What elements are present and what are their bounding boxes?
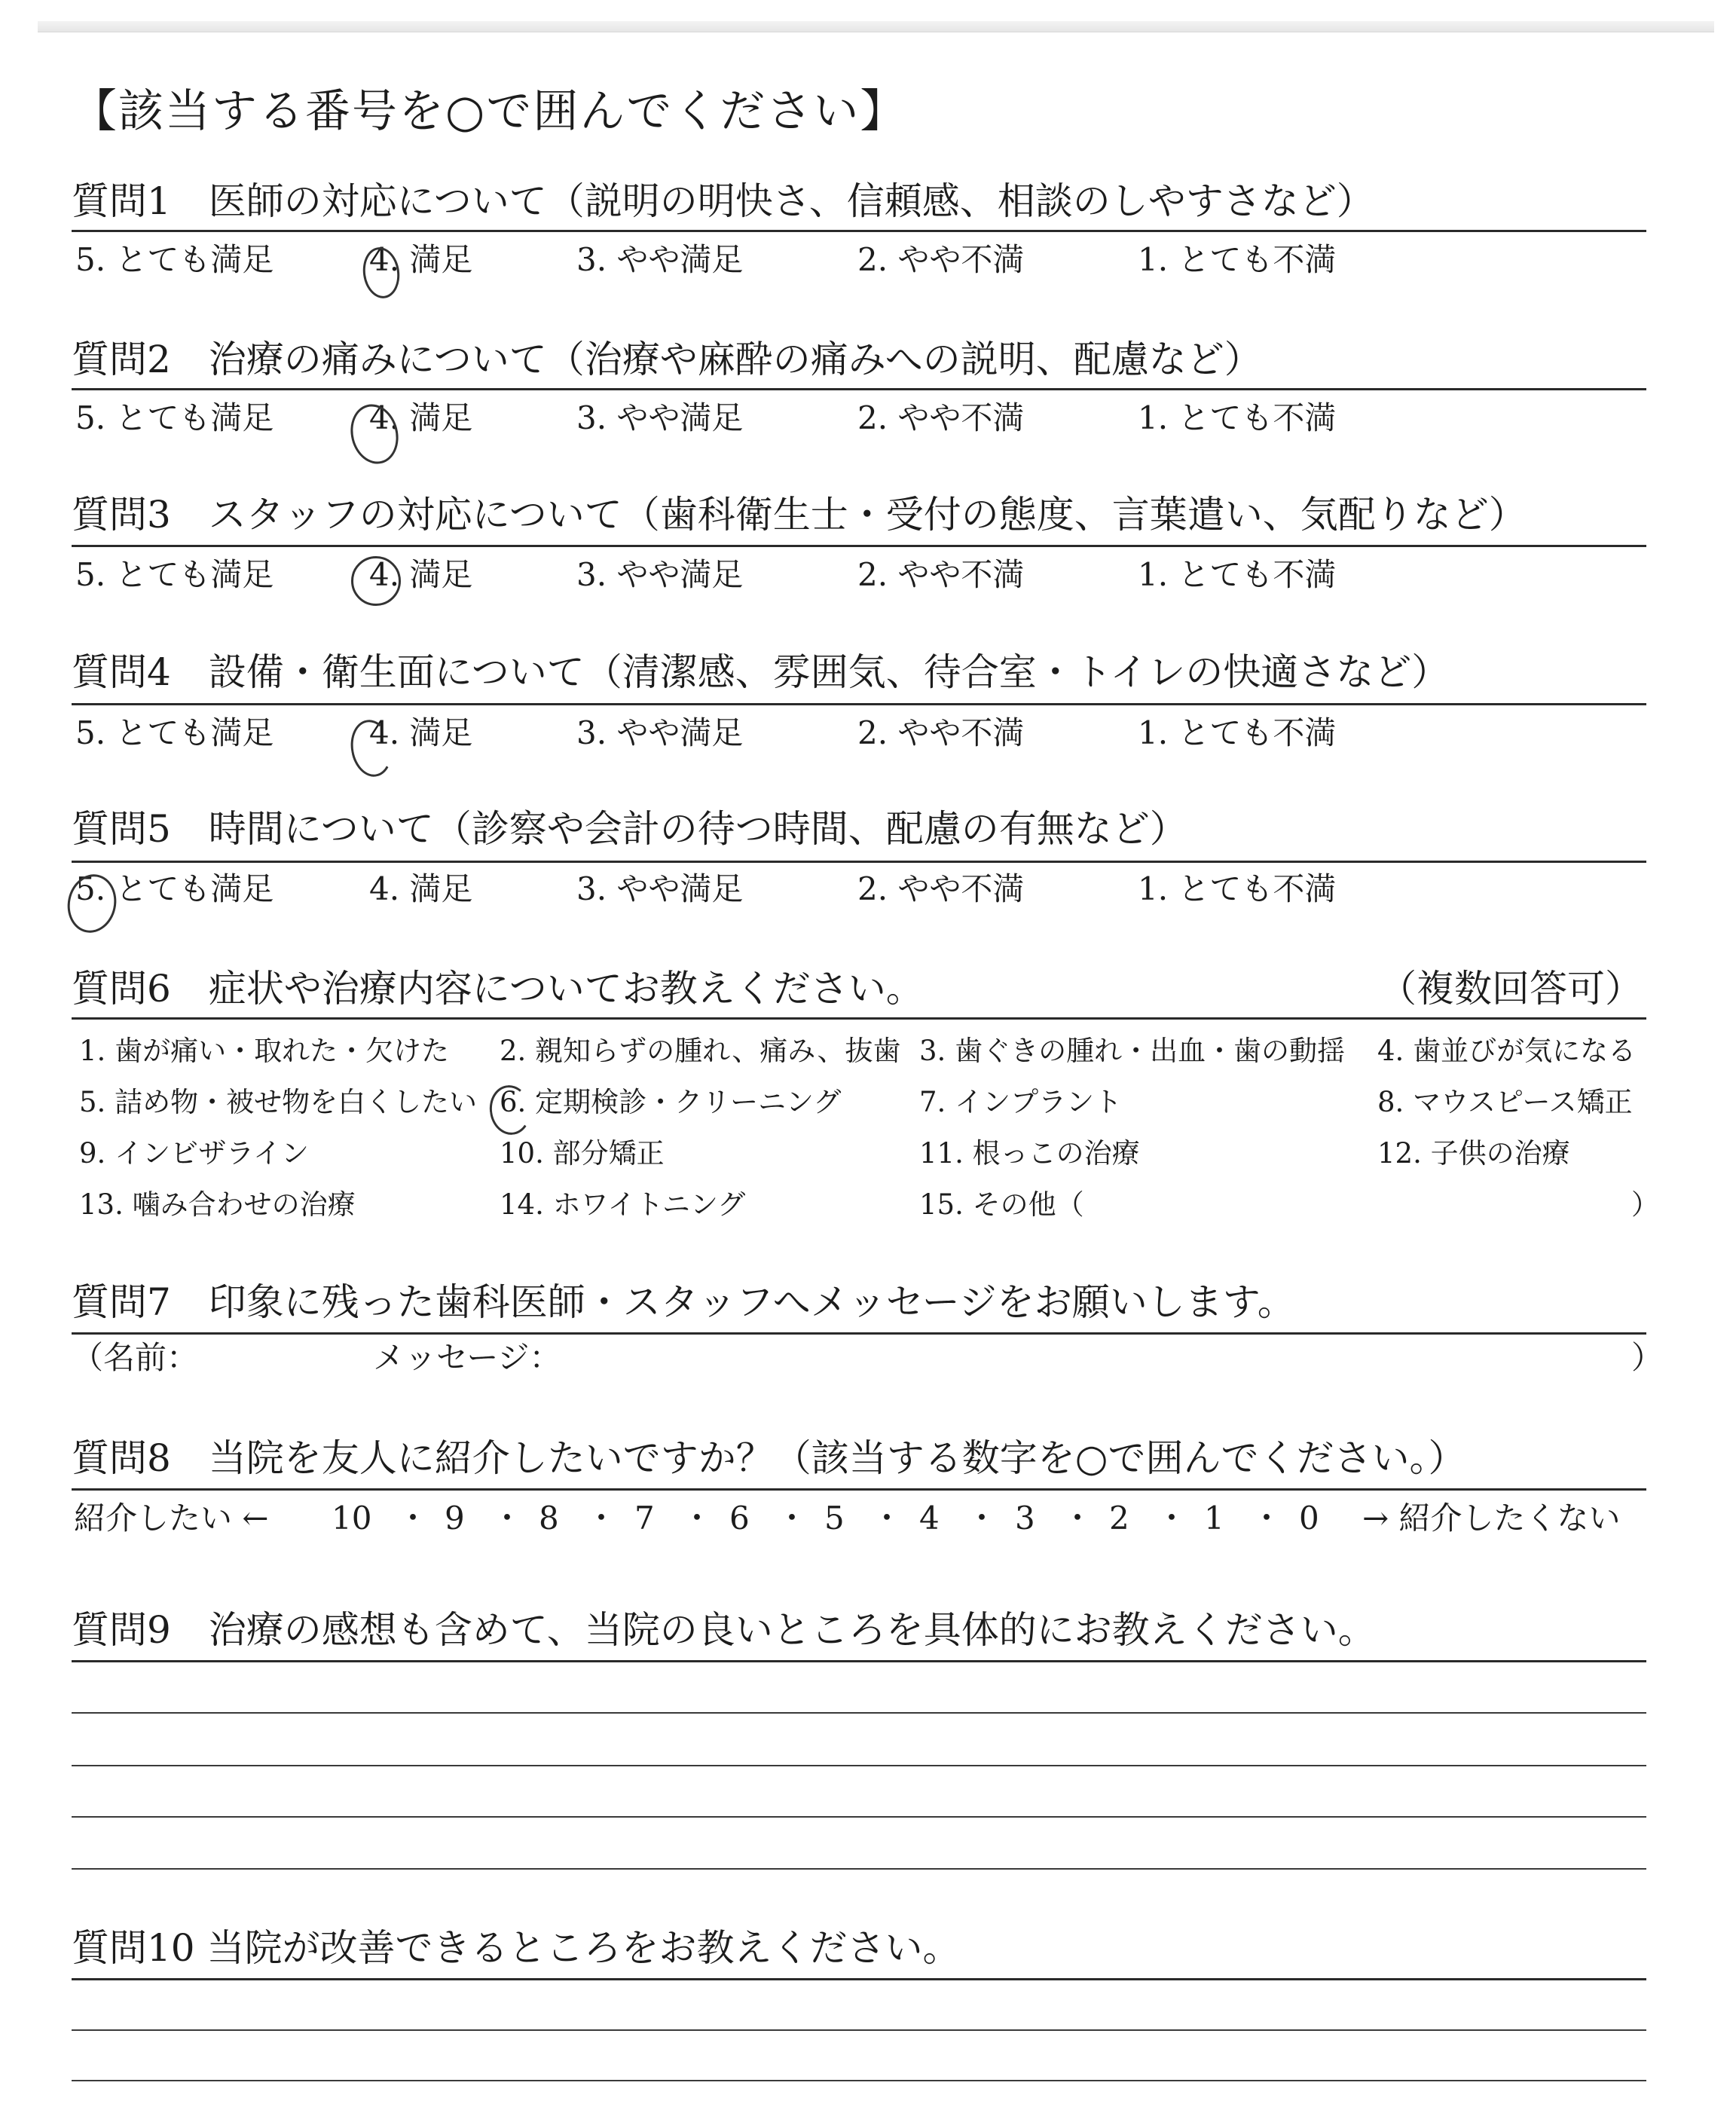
q6-option-13[interactable]: 13. 噛み合わせの治療 bbox=[79, 1188, 356, 1221]
q8-scale-3[interactable]: 3 bbox=[1015, 1500, 1035, 1537]
q8-separator: ・ bbox=[1251, 1500, 1283, 1537]
question-6-multiple-note: （複数回答可） bbox=[1379, 967, 1643, 1011]
q9-answer-line[interactable] bbox=[72, 1712, 1646, 1714]
q1-option-5[interactable]: 5. とても満足 bbox=[75, 241, 274, 278]
q9-answer-line[interactable] bbox=[72, 1765, 1646, 1766]
q6-option-1[interactable]: 1. 歯が痛い・取れた・欠けた bbox=[79, 1035, 450, 1067]
q2-option-2[interactable]: 2. やや不満 bbox=[857, 399, 1025, 436]
q8-separator: ・ bbox=[1156, 1500, 1188, 1537]
q3-option-4[interactable]: 4. 満足 bbox=[369, 556, 473, 593]
q3-option-5[interactable]: 5. とても満足 bbox=[75, 556, 274, 593]
question-6-rule bbox=[72, 1017, 1646, 1020]
form-instruction-header: 【該当する番号を○で囲んでください】 bbox=[72, 85, 907, 138]
q9-answer-line[interactable] bbox=[72, 1868, 1646, 1870]
q8-scale-10[interactable]: 10 bbox=[332, 1500, 372, 1537]
q2-option-3[interactable]: 3. やや満足 bbox=[576, 399, 744, 436]
q3-option-1[interactable]: 1. とても不満 bbox=[1138, 556, 1337, 593]
q8-scale-1[interactable]: 1 bbox=[1204, 1500, 1224, 1537]
q8-separator: ・ bbox=[681, 1500, 714, 1537]
q6-option-5[interactable]: 5. 詰め物・被せ物を白くしたい bbox=[79, 1086, 478, 1118]
q2-option-1[interactable]: 1. とても不満 bbox=[1138, 399, 1337, 436]
q8-scale-8[interactable]: 8 bbox=[539, 1500, 559, 1537]
q7-close-paren: ） bbox=[1631, 1339, 1664, 1376]
q6-option-15-other[interactable]: 15. その他（ bbox=[919, 1188, 1084, 1221]
question-8-title: 質問8 当院を友人に紹介したいですか？（該当する数字を○で囲んでください。） bbox=[72, 1436, 1466, 1480]
question-2-title: 質問2 治療の痛みについて（治療や麻酔の痛みへの説明、配慮など） bbox=[72, 338, 1262, 381]
q6-option-4[interactable]: 4. 歯並びが気になる bbox=[1377, 1035, 1637, 1067]
q8-separator: ・ bbox=[585, 1500, 618, 1537]
q8-separator: ・ bbox=[491, 1500, 524, 1537]
q6-option-9[interactable]: 9. インビザライン bbox=[79, 1137, 309, 1170]
q3-option-2[interactable]: 2. やや不満 bbox=[857, 556, 1025, 593]
q2-option-4[interactable]: 4. 満足 bbox=[369, 399, 473, 436]
question-9-title: 質問9 治療の感想も含めて、当院の良いところを具体的にお教えください。 bbox=[72, 1608, 1376, 1652]
question-4-title: 質問4 設備・衛生面について（清潔感、雰囲気、待合室・トイレの快適さなど） bbox=[72, 650, 1450, 694]
q1-option-2[interactable]: 2. やや不満 bbox=[857, 241, 1025, 278]
q9-answer-line[interactable] bbox=[72, 1816, 1646, 1818]
q6-other-close-paren: ） bbox=[1631, 1188, 1659, 1221]
q2-option-5[interactable]: 5. とても満足 bbox=[75, 399, 274, 436]
question-6-title: 質問6 症状や治療内容についてお教えください。 bbox=[72, 967, 924, 1011]
q4-option-1[interactable]: 1. とても不満 bbox=[1138, 714, 1337, 751]
q6-option-6[interactable]: 6. 定期検診・クリーニング bbox=[500, 1086, 842, 1118]
q10-answer-line[interactable] bbox=[72, 2029, 1646, 2031]
q8-scale-7[interactable]: 7 bbox=[634, 1500, 655, 1537]
q8-scale-5[interactable]: 5 bbox=[824, 1500, 845, 1537]
q8-separator: ・ bbox=[1062, 1500, 1094, 1537]
q6-option-3[interactable]: 3. 歯ぐきの腫れ・出血・歯の動揺 bbox=[919, 1035, 1346, 1067]
q8-scale-2[interactable]: 2 bbox=[1109, 1500, 1129, 1537]
q4-option-3[interactable]: 3. やや満足 bbox=[576, 714, 744, 751]
q8-separator: ・ bbox=[871, 1500, 903, 1537]
q7-message-label: メッセージ： bbox=[373, 1339, 561, 1376]
q6-option-11[interactable]: 11. 根っこの治療 bbox=[919, 1137, 1140, 1170]
q8-scale-0[interactable]: 0 bbox=[1299, 1500, 1319, 1537]
question-3-title: 質問3 スタッフの対応について（歯科衛生士・受付の態度、言葉遣い、気配りなど） bbox=[72, 493, 1527, 537]
q6-option-8[interactable]: 8. マウスピース矯正 bbox=[1377, 1086, 1633, 1118]
q8-left-label: 紹介したい ← bbox=[74, 1500, 269, 1537]
q1-option-3[interactable]: 3. やや満足 bbox=[576, 241, 744, 278]
q5-option-1[interactable]: 1. とても不満 bbox=[1138, 870, 1337, 907]
q6-option-7[interactable]: 7. インプラント bbox=[919, 1086, 1123, 1118]
q5-option-5[interactable]: 5. とても満足 bbox=[75, 870, 274, 907]
question-5-rule bbox=[72, 861, 1646, 863]
question-10-title: 質問10 当院が改善できるところをお教えください。 bbox=[72, 1926, 961, 1970]
q3-hand-drawn-circle bbox=[351, 556, 401, 606]
question-3-rule bbox=[72, 545, 1646, 547]
question-1-title: 質問1 医師の対応について（説明の明快さ、信頼感、相談のしやすさなど） bbox=[72, 179, 1374, 223]
q4-option-5[interactable]: 5. とても満足 bbox=[75, 714, 274, 751]
q1-option-4[interactable]: 4. 満足 bbox=[369, 241, 473, 278]
q8-separator: ・ bbox=[397, 1500, 429, 1537]
q8-right-label: → 紹介したくない bbox=[1362, 1500, 1621, 1537]
question-7-rule bbox=[72, 1332, 1646, 1335]
question-1-rule bbox=[72, 230, 1646, 232]
q8-scale-9[interactable]: 9 bbox=[445, 1500, 465, 1537]
q6-option-2[interactable]: 2. 親知らずの腫れ、痛み、抜歯 bbox=[500, 1035, 901, 1067]
question-9-rule bbox=[72, 1660, 1646, 1662]
q8-separator: ・ bbox=[776, 1500, 808, 1537]
q3-option-3[interactable]: 3. やや満足 bbox=[576, 556, 744, 593]
q8-scale-6[interactable]: 6 bbox=[729, 1500, 750, 1537]
question-10-rule bbox=[72, 1978, 1646, 1980]
q8-separator: ・ bbox=[966, 1500, 998, 1537]
q6-option-10[interactable]: 10. 部分矯正 bbox=[500, 1137, 665, 1170]
q5-option-4[interactable]: 4. 満足 bbox=[369, 870, 473, 907]
q5-option-3[interactable]: 3. やや満足 bbox=[576, 870, 744, 907]
q6-option-12[interactable]: 12. 子供の治療 bbox=[1377, 1137, 1570, 1170]
question-8-rule bbox=[72, 1488, 1646, 1491]
q10-answer-line[interactable] bbox=[72, 2080, 1646, 2081]
q1-option-1[interactable]: 1. とても不満 bbox=[1138, 241, 1337, 278]
q5-option-2[interactable]: 2. やや不満 bbox=[857, 870, 1025, 907]
question-7-title: 質問7 印象に残った歯科医師・スタッフへメッセージをお願いします。 bbox=[72, 1280, 1295, 1324]
q4-option-4[interactable]: 4. 満足 bbox=[369, 714, 473, 751]
q8-scale-4[interactable]: 4 bbox=[919, 1500, 940, 1537]
question-5-title: 質問5 時間について（診察や会計の待つ時間、配慮の有無など） bbox=[72, 807, 1187, 851]
question-2-rule bbox=[72, 388, 1646, 390]
q6-option-14[interactable]: 14. ホワイトニング bbox=[500, 1188, 746, 1221]
scan-top-edge bbox=[38, 21, 1714, 32]
q7-name-label: （名前： bbox=[72, 1339, 199, 1376]
q4-option-2[interactable]: 2. やや不満 bbox=[857, 714, 1025, 751]
question-4-rule bbox=[72, 703, 1646, 705]
